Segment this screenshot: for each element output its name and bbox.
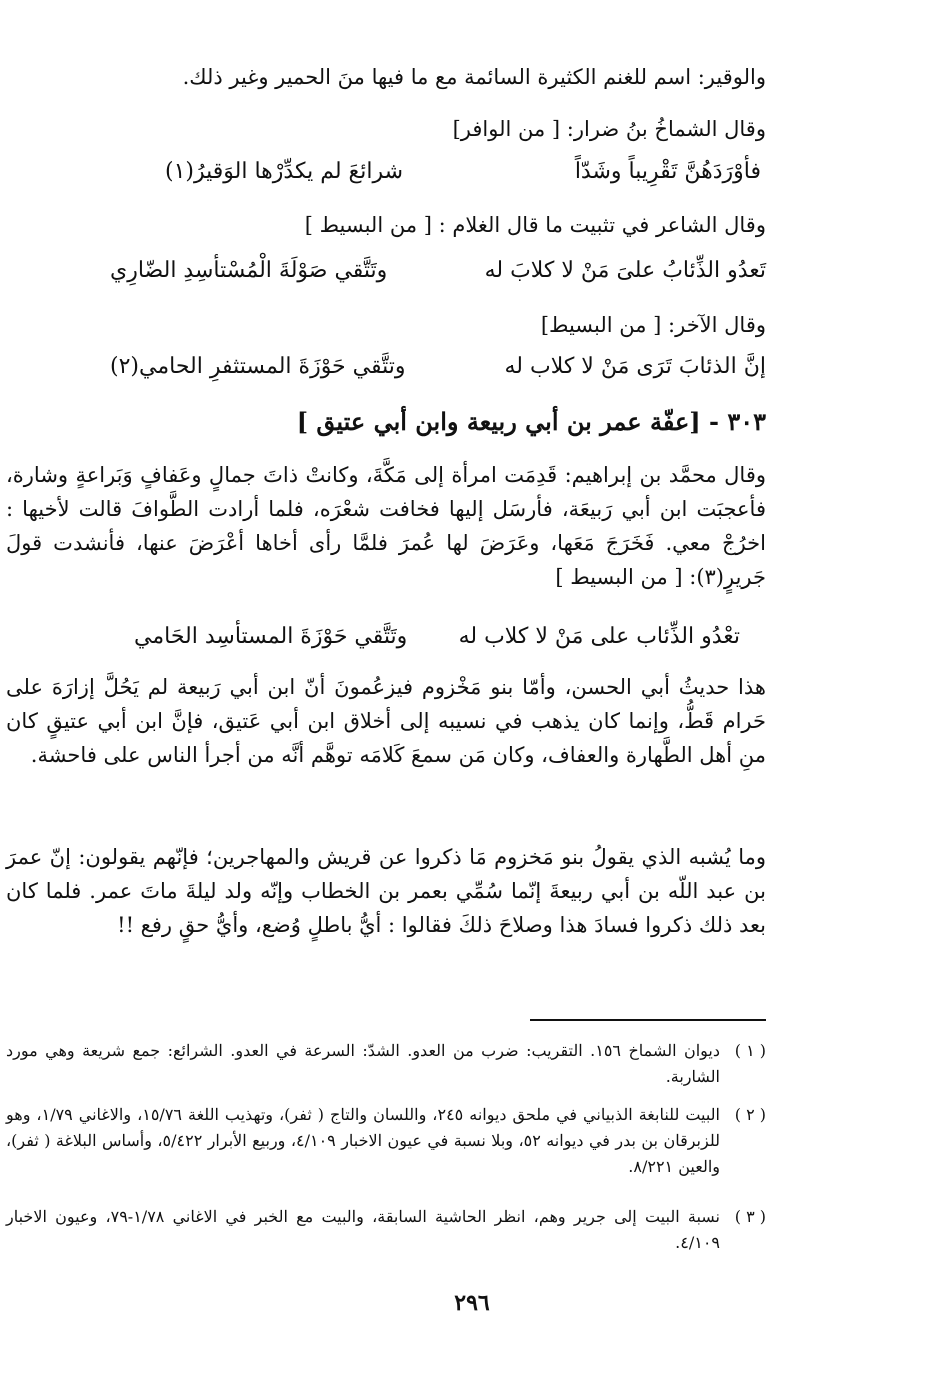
footnote-separator	[530, 1019, 766, 1021]
paragraph	[6, 840, 766, 942]
verse-4-first-hemistich: تعْدُو الذِّئاب على مَنْ لا كلاب له	[458, 624, 740, 649]
text-line-definition: والوقير: اسم للغنم الكثيرة السائمة مع ما فيها منَ الحمير وغير ذلك.	[182, 65, 766, 89]
footnote-text: نسبة البيت إلى جرير وهم، انظر الحاشية السابقة، والبيت مع الخبر في الاغاني ١/٧٨-٧٩، وعيون الاخبار ٤/١٠٩.	[6, 1207, 721, 1252]
poet-intro-line: وقال الشاعر في تثبيت ما قال الغلام : [ من البسيط ]	[304, 213, 766, 237]
paragraph	[6, 458, 766, 594]
verse-3-second-hemistich: وتتَّقي حَوْزَةَ المستثفرِ الحامي(٢)	[110, 354, 406, 379]
paragraph-text: وما يُشبه الذي يقولُ بنو مَخزوم مَا ذكروا عن قريش والمهاجرين؛ فإنّهم يقولون: إنّ عمرَ بن عبد اللّه بن أبي ربيعةَ إنّما سُمِّي بعمر بن الخطاب وإنّه ولد ليلةَ ماتَ عمر. فلما كان بعد ذلك ذكروا فسادَ هذا وصلاحَ ذلكَ فقالوا : أيُّ باطلٍ وُضع، وأيُّ حقٍ رفع !!	[6, 845, 766, 937]
footnote-number: ( ٢ )	[734, 1105, 766, 1124]
verse-2-first-hemistich: تَعدُو الذِّئابُ علىَ مَنْ لا كلابَ له	[484, 258, 766, 283]
paragraph-text: هذا حديثُ أبي الحسن، وأمّا بنو مَخْزوم فيزعُمونَ أنّ ابن أبي رَبيعة لم يَحُلَّ إزارَهَ على حَرام قَطُّ، وإنما كان يذهب في نسيبه إلى أخلاق ابن أبي عَتيق، فإنَّ ابن أبي عتيقٍ كان منِ أهل الطَّهارة والعفاف، وكان مَن سمعَ كَلامَه توهَّم أنَّه من أجرأ الناس على فاحشة.	[6, 675, 766, 767]
footnote-text: ديوان الشماخ ١٥٦. التقريب: ضرب من العدو. الشدّ: السرعة في العدو. الشرائع: جمع شريعة وهي مورد الشاربة.	[6, 1041, 720, 1086]
verse-3-first-hemistich: إنَّ الذئابَ تَرَى مَنْ لا كلاب له	[504, 354, 766, 379]
footnote-text: البيت للنابغة الذبياني في ملحق ديوانه ٢٤٥، واللسان والتاج ( ثفر)، وتهذيب اللغة ١٥/٧٦، والاغاني ١/٧٩، وهو للزبرقان بن بدر في ديوانه ٥٢، وبلا نسبة في عيون الاخبار ٤/١٠٩، وربيع الأبرار ٥/٤٢٢، وأساس البلاغة ( ثفر)، والعين ٨/٢٢١.	[6, 1105, 720, 1176]
verse-1-second-hemistich: شرائعَ لم يكدِّرْها الوَقيرُ(١)	[165, 159, 404, 184]
footnote-3	[6, 1204, 766, 1256]
verse-4-second-hemistich: وتَتَّقي حَوْزَةَ المستأسِد الحَامي	[134, 624, 408, 649]
page-number: ٢٩٦	[454, 1290, 490, 1316]
section-heading: ٣٠٣ - [عفّة عمر بن أبي ربيعة وابن أبي عتيق ]	[296, 407, 766, 436]
poet-intro-line: وقال الشماخُ بنُ ضرار: [ من الوافر]	[452, 117, 766, 141]
footnote-2	[6, 1102, 766, 1180]
footnote-1	[6, 1038, 766, 1090]
poet-intro-line: وقال الآخر: [ من البسيط]	[540, 313, 766, 337]
footnote-number: ( ١ )	[734, 1041, 766, 1060]
paragraph-text: وقال محمَّد بن إبراهيم: قَدِمَت امرأة إلى مَكَّةَ، وكانتْ ذاتَ جمالٍ وعَفافٍ وَبَراعةٍ وشارة، فأعجبَت ابن أبي رَبيعَة، فأرسَل إليها فخافت شعْرَه، فلما أرادت الطَّوافَ قالت لأخيها : اخرُجْ معي. فَخَرَجَ مَعَها، وعَرَضَ لها عُمرَ فلمَّا رأى أخاها أعْرَضَ عنها، فأنشدت قولَ جَريرٍ(٣): [ من البسيط ]	[6, 463, 766, 589]
footnote-number: ( ٣ )	[734, 1207, 766, 1226]
verse-2-second-hemistich: وتَتَّقي صَوْلَةَ الْمُسْتأسِدِ الضّارِي	[110, 258, 388, 283]
paragraph	[6, 670, 766, 772]
verse-1-first-hemistich: فأوْرَدَهُنَّ تَقْرِيباً وشَدّاً	[574, 159, 761, 184]
